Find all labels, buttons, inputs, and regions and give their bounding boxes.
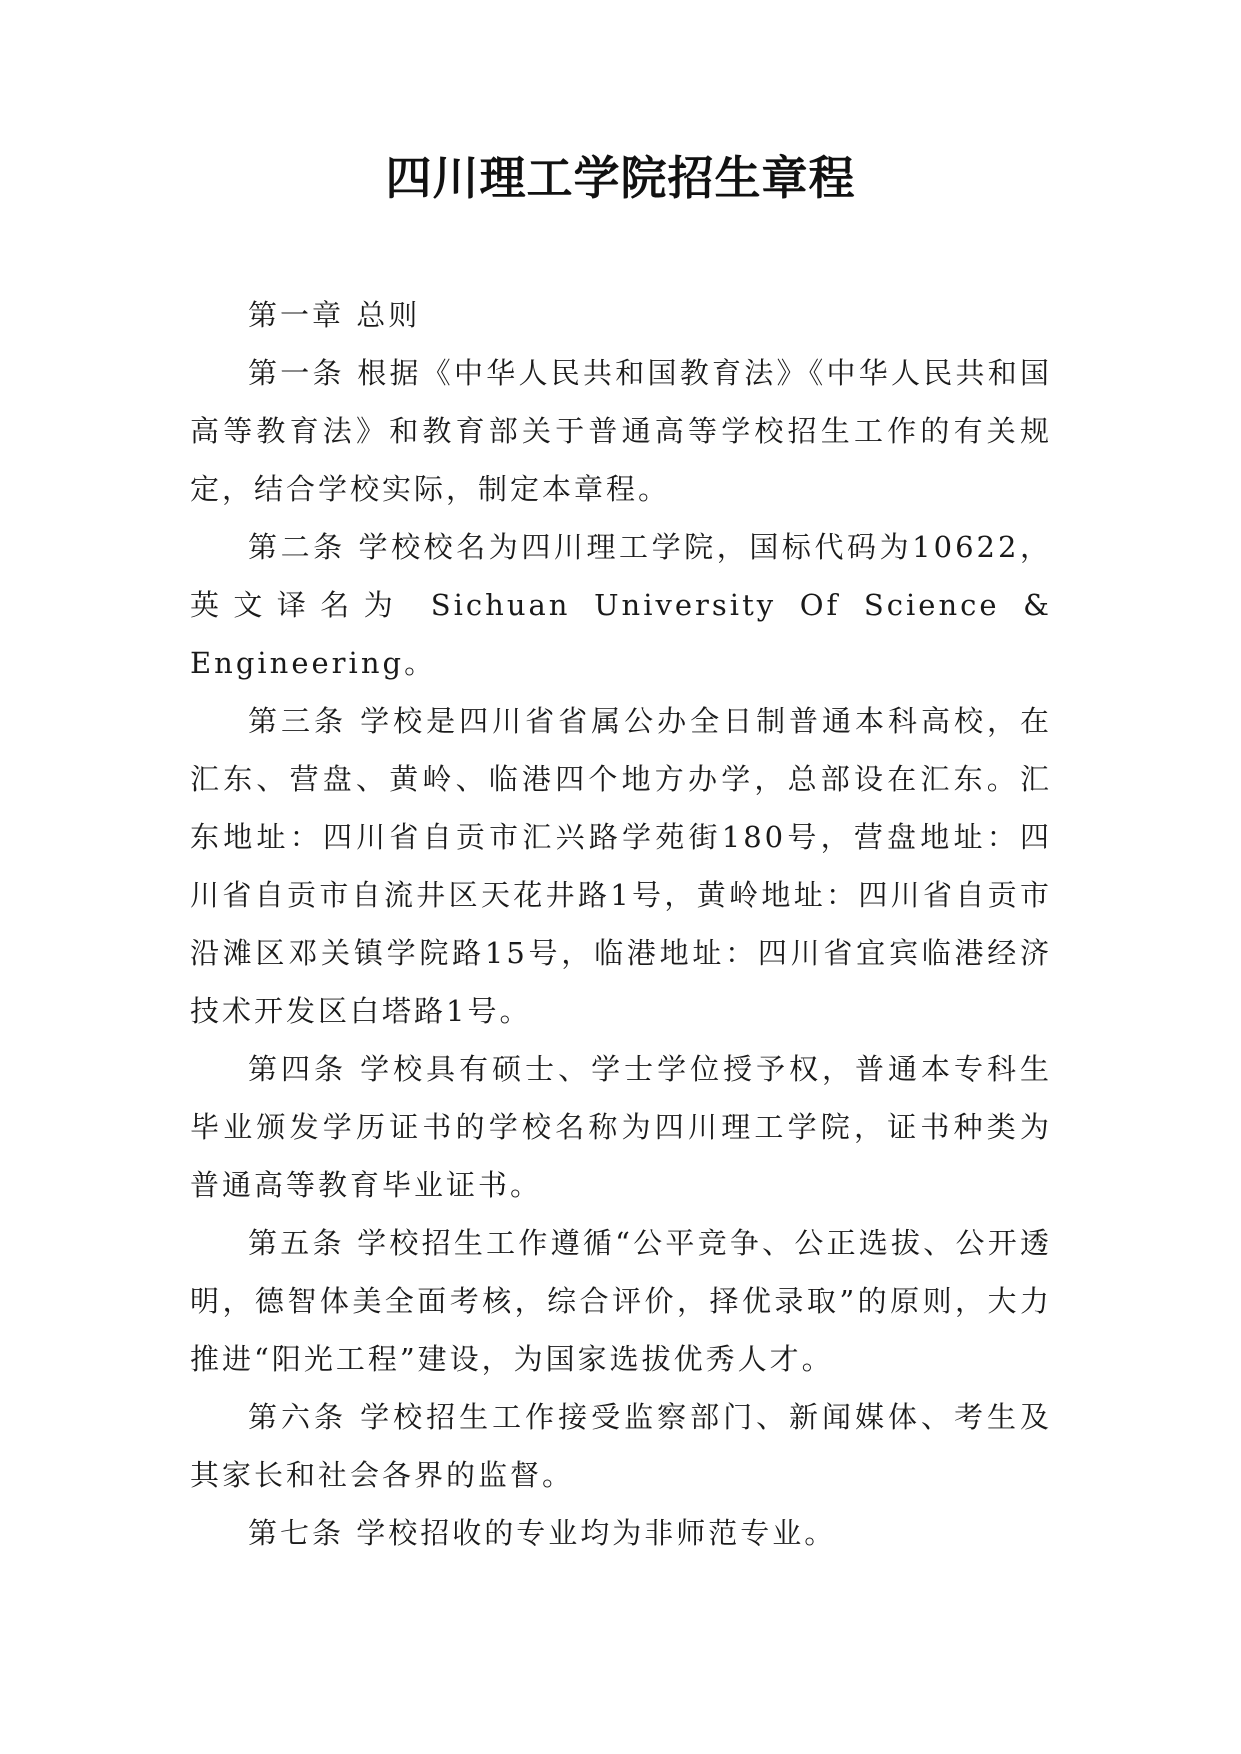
article-3: 第三条 学校是四川省省属公办全日制普通本科高校，在汇东、营盘、黄岭、临港四个地方办学，总部设在汇东。汇东地址：四川省自贡市汇兴路学苑街180号，营盘地址：四川省自贡市自流井区天花井路1号，黄岭地址：四川省自贡市沿滩区邓关镇学院路15号，临港地址：四川省宜宾临港经济技术开发区白塔路1号。 [190,704,1052,1028]
article-5: 第五条 学校招生工作遵循“公平竞争、公正选拔、公开透明，德智体美全面考核，综合评价，择优录取”的原则，大力推进“阳光工程”建设，为国家选拔优秀人才。 [190,1226,1052,1376]
article-4: 第四条 学校具有硕士、学士学位授予权，普通本专科生毕业颁发学历证书的学校名称为四川理工学院，证书种类为普通高等教育毕业证书。 [190,1052,1052,1202]
chapter-heading: 第一章 总则 [248,298,421,332]
article-6: 第六条 学校招生工作接受监察部门、新闻媒体、考生及其家长和社会各界的监督。 [190,1400,1052,1492]
document-body [190,286,1052,1562]
article-7: 第七条 学校招收的专业均为非师范专业。 [248,1516,837,1550]
article-2: 第二条 学校校名为四川理工学院，国标代码为10622，英文译名为 Sichuan University Of Science & Engineering。 [190,530,1052,680]
article-1: 第一条 根据《中华人民共和国教育法》《中华人民共和国高等教育法》和教育部关于普通高等学校招生工作的有关规定，结合学校实际，制定本章程。 [190,356,1052,506]
document-title: 四川理工学院招生章程 [385,151,856,205]
